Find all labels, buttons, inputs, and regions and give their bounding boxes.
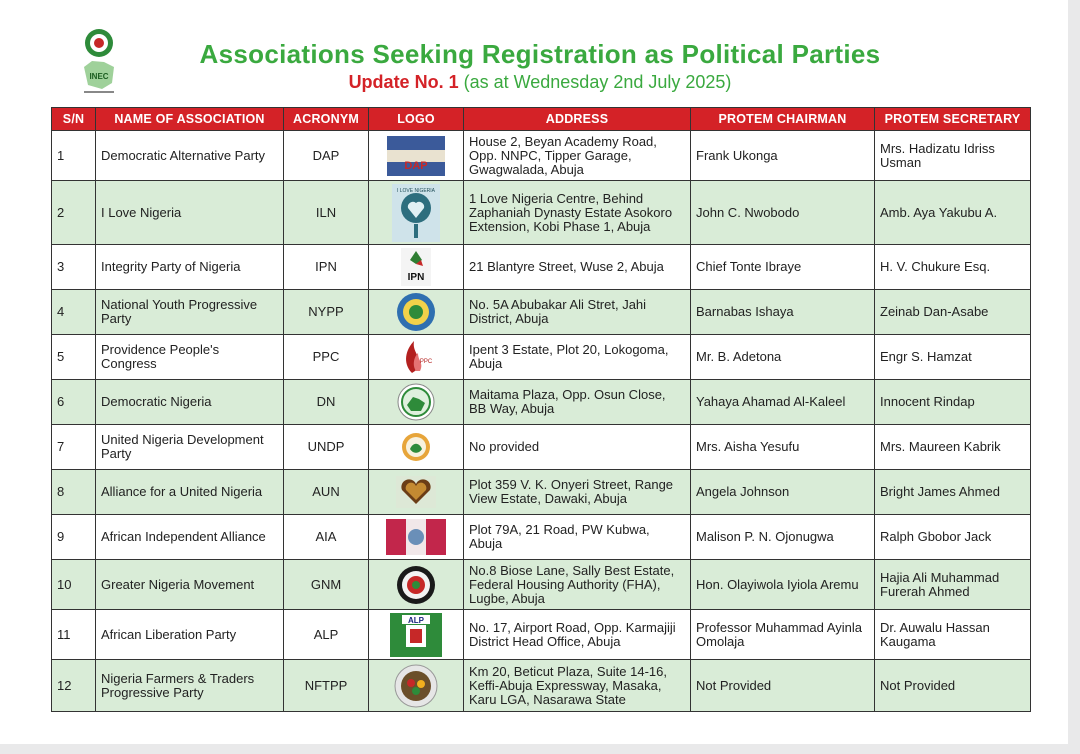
cell-logo: [369, 380, 464, 425]
dap-logo-image: [387, 136, 445, 176]
cell-acronym: DAP: [284, 131, 369, 181]
cell-address: Ipent 3 Estate, Plot 20, Lokogoma, Abuja: [464, 335, 691, 380]
cell-sn: 8: [52, 470, 96, 515]
cell-name: Democratic Nigeria: [96, 380, 284, 425]
cell-secretary: Engr S. Hamzat: [875, 335, 1031, 380]
aun-logo-image: [396, 476, 436, 508]
cell-secretary: Zeinab Dan-Asabe: [875, 290, 1031, 335]
cell-secretary: H. V. Chukure Esq.: [875, 245, 1031, 290]
table-row: [52, 335, 1031, 380]
associations-table: [51, 107, 1031, 712]
cell-sn: 3: [52, 245, 96, 290]
table-row: [52, 245, 1031, 290]
cell-acronym: GNM: [284, 560, 369, 610]
cell-logo: [369, 245, 464, 290]
cell-address: Plot 79A, 21 Road, PW Kubwa, Abuja: [464, 515, 691, 560]
table-row: [52, 380, 1031, 425]
cell-sn: 12: [52, 660, 96, 712]
cell-secretary: Mrs. Maureen Kabrik: [875, 425, 1031, 470]
cell-chairman: Mrs. Aisha Yesufu: [691, 425, 875, 470]
col-header-logo: LOGO: [369, 108, 464, 131]
cell-secretary: Hajia Ali Muhammad Furerah Ahmed: [875, 560, 1031, 610]
cell-name: National Youth Progressive Party: [96, 290, 284, 335]
cell-logo: [369, 290, 464, 335]
cell-address: House 2, Beyan Academy Road, Opp. NNPC, Tipper Garage, Gwagwalada, Abuja: [464, 131, 691, 181]
page-title: Associations Seeking Registration as Political Parties: [199, 39, 881, 69]
cell-chairman: Professor Muhammad Ayinla Omolaja: [691, 610, 875, 660]
cell-name: United Nigeria Development Party: [96, 425, 284, 470]
svg-text:INEC: INEC: [89, 72, 109, 81]
cell-acronym: UNDP: [284, 425, 369, 470]
cell-acronym: IPN: [284, 245, 369, 290]
cell-name: African Independent Alliance: [96, 515, 284, 560]
cell-secretary: Not Provided: [875, 660, 1031, 712]
cell-address: Km 20, Beticut Plaza, Suite 14-16, Keffi-Abuja Expressway, Masaka, Karu LGA, Nasarawa State: [464, 660, 691, 712]
cell-sn: 7: [52, 425, 96, 470]
svg-text:IPN: IPN: [407, 272, 425, 283]
cell-acronym: ILN: [284, 181, 369, 245]
nftpp-logo-image: [394, 664, 438, 708]
cell-acronym: NFTPP: [284, 660, 369, 712]
cell-acronym: ALP: [284, 610, 369, 660]
cell-acronym: DN: [284, 380, 369, 425]
cell-name: Greater Nigeria Movement: [96, 560, 284, 610]
cell-secretary: Innocent Rindap: [875, 380, 1031, 425]
col-header-secretary: PROTEM SECRETARY: [875, 108, 1031, 131]
cell-address: Plot 359 V. K. Onyeri Street, Range View Estate, Dawaki, Abuja: [464, 470, 691, 515]
svg-text:DAP: DAP: [404, 159, 428, 172]
cell-sn: 2: [52, 181, 96, 245]
cell-address: Maitama Plaza, Opp. Osun Close, BB Way, Abuja: [464, 380, 691, 425]
cell-name: Integrity Party of Nigeria: [96, 245, 284, 290]
col-header-sn: S/N: [52, 108, 96, 131]
col-header-address: ADDRESS: [464, 108, 691, 131]
svg-text:PPC: PPC: [419, 359, 432, 365]
cell-address: No.8 Biose Lane, Sally Best Estate, Federal Housing Authority (FHA), Lugbe, Abuja: [464, 560, 691, 610]
col-header-acronym: ACRONYM: [284, 108, 369, 131]
cell-chairman: Mr. B. Adetona: [691, 335, 875, 380]
cell-logo: [369, 425, 464, 470]
cell-logo: [369, 660, 464, 712]
cell-secretary: Bright James Ahmed: [875, 470, 1031, 515]
ppc-logo-image: [400, 339, 432, 375]
cell-name: Alliance for a United Nigeria: [96, 470, 284, 515]
cell-address: 1 Love Nigeria Centre, Behind Zaphaniah Dynasty Estate Asokoro Extension, Kobi Phase 1, Abuja: [464, 181, 691, 245]
cell-logo: [369, 335, 464, 380]
cell-sn: 11: [52, 610, 96, 660]
cell-address: No. 17, Airport Road, Opp. Karmajiji District Head Office, Abuja: [464, 610, 691, 660]
cell-chairman: Not Provided: [691, 660, 875, 712]
table-row: [52, 610, 1031, 660]
table-row: [52, 290, 1031, 335]
col-header-chairman: PROTEM CHAIRMAN: [691, 108, 875, 131]
page-subtitle: [0, 72, 1080, 93]
cell-chairman: Yahaya Ahamad Al-Kaleel: [691, 380, 875, 425]
ipn-logo-image: [401, 248, 431, 286]
cell-name: Nigeria Farmers & Traders Progressive Party: [96, 660, 284, 712]
cell-chairman: Chief Tonte Ibraye: [691, 245, 875, 290]
cell-acronym: PPC: [284, 335, 369, 380]
cell-chairman: Hon. Olayiwola Iyiola Aremu: [691, 560, 875, 610]
cell-chairman: Angela Johnson: [691, 470, 875, 515]
cell-acronym: NYPP: [284, 290, 369, 335]
cell-address: No. 5A Abubakar Ali Stret, Jahi District, Abuja: [464, 290, 691, 335]
cell-secretary: Amb. Aya Yakubu A.: [875, 181, 1031, 245]
dn-logo-image: [397, 383, 435, 421]
cell-name: I Love Nigeria: [96, 181, 284, 245]
table-row: [52, 660, 1031, 712]
nypp-logo-image: [396, 292, 436, 332]
svg-text:ALP: ALP: [408, 615, 424, 625]
cell-logo: [369, 131, 464, 181]
alp-logo-image: [390, 613, 442, 657]
cell-logo: [369, 560, 464, 610]
cell-secretary: Mrs. Hadizatu Idriss Usman: [875, 131, 1031, 181]
cell-logo: [369, 610, 464, 660]
table-row: [52, 181, 1031, 245]
table-header-row: [52, 108, 1031, 131]
aia-logo-image: [386, 519, 446, 555]
cell-chairman: Frank Ukonga: [691, 131, 875, 181]
cell-sn: 5: [52, 335, 96, 380]
cell-chairman: Barnabas Ishaya: [691, 290, 875, 335]
cell-sn: 10: [52, 560, 96, 610]
gnm-logo-image: [396, 565, 436, 605]
cell-secretary: Ralph Gbobor Jack: [875, 515, 1031, 560]
cell-address: No provided: [464, 425, 691, 470]
table-row: [52, 560, 1031, 610]
iln-logo-image: [392, 184, 440, 242]
update-label: Update No. 1: [348, 72, 459, 92]
cell-name: Providence People's Congress: [96, 335, 284, 380]
cell-acronym: AUN: [284, 470, 369, 515]
cell-secretary: Dr. Auwalu Hassan Kaugama: [875, 610, 1031, 660]
cell-acronym: AIA: [284, 515, 369, 560]
cell-address: 21 Blantyre Street, Wuse 2, Abuja: [464, 245, 691, 290]
cell-chairman: John C. Nwobodo: [691, 181, 875, 245]
cell-name: Democratic Alternative Party: [96, 131, 284, 181]
cell-name: African Liberation Party: [96, 610, 284, 660]
cell-logo: [369, 515, 464, 560]
svg-text:I LOVE NIGERIA: I LOVE NIGERIA: [396, 187, 436, 194]
cell-chairman: Malison P. N. Ojonugwa: [691, 515, 875, 560]
cell-sn: 9: [52, 515, 96, 560]
update-date: (as at Wednesday 2nd July 2025): [458, 72, 732, 92]
undp-logo-image: [401, 430, 431, 464]
col-header-name: NAME OF ASSOCIATION: [96, 108, 284, 131]
cell-logo: [369, 470, 464, 515]
table-row: [52, 131, 1031, 181]
table-row: [52, 515, 1031, 560]
cell-sn: 6: [52, 380, 96, 425]
table-row: [52, 470, 1031, 515]
cell-logo: [369, 181, 464, 245]
table-row: [52, 425, 1031, 470]
cell-sn: 1: [52, 131, 96, 181]
cell-sn: 4: [52, 290, 96, 335]
